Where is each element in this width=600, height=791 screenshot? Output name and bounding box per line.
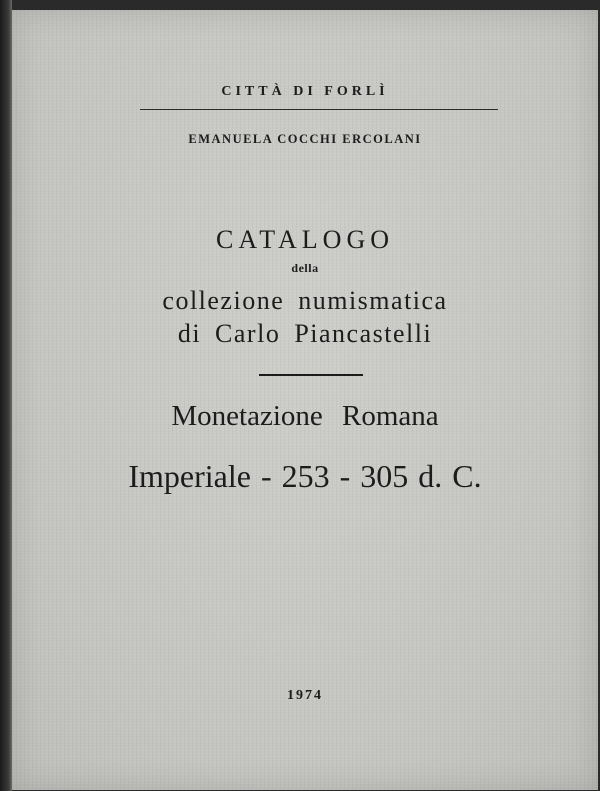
book-spine-edge — [0, 0, 12, 791]
city-heading: CITTÀ DI FORLÌ — [221, 84, 389, 99]
title-collezione: collezione numismatica — [162, 286, 448, 315]
title-collector: di Carlo Piancastelli — [177, 319, 433, 348]
top-divider-line — [140, 109, 498, 110]
subtitle-period: Imperiale - 253 - 305 d. C. — [128, 458, 482, 494]
title-catalogo: CATALOGO — [215, 225, 395, 254]
title-della: della — [291, 261, 319, 275]
publication-year: 1974 — [287, 688, 323, 703]
middle-divider-line — [259, 374, 363, 376]
subtitle-monetazione: Monetazione Romana — [171, 400, 439, 432]
author-name: EMANUELA COCCHI ERCOLANI — [188, 132, 422, 146]
book-cover — [12, 10, 598, 790]
